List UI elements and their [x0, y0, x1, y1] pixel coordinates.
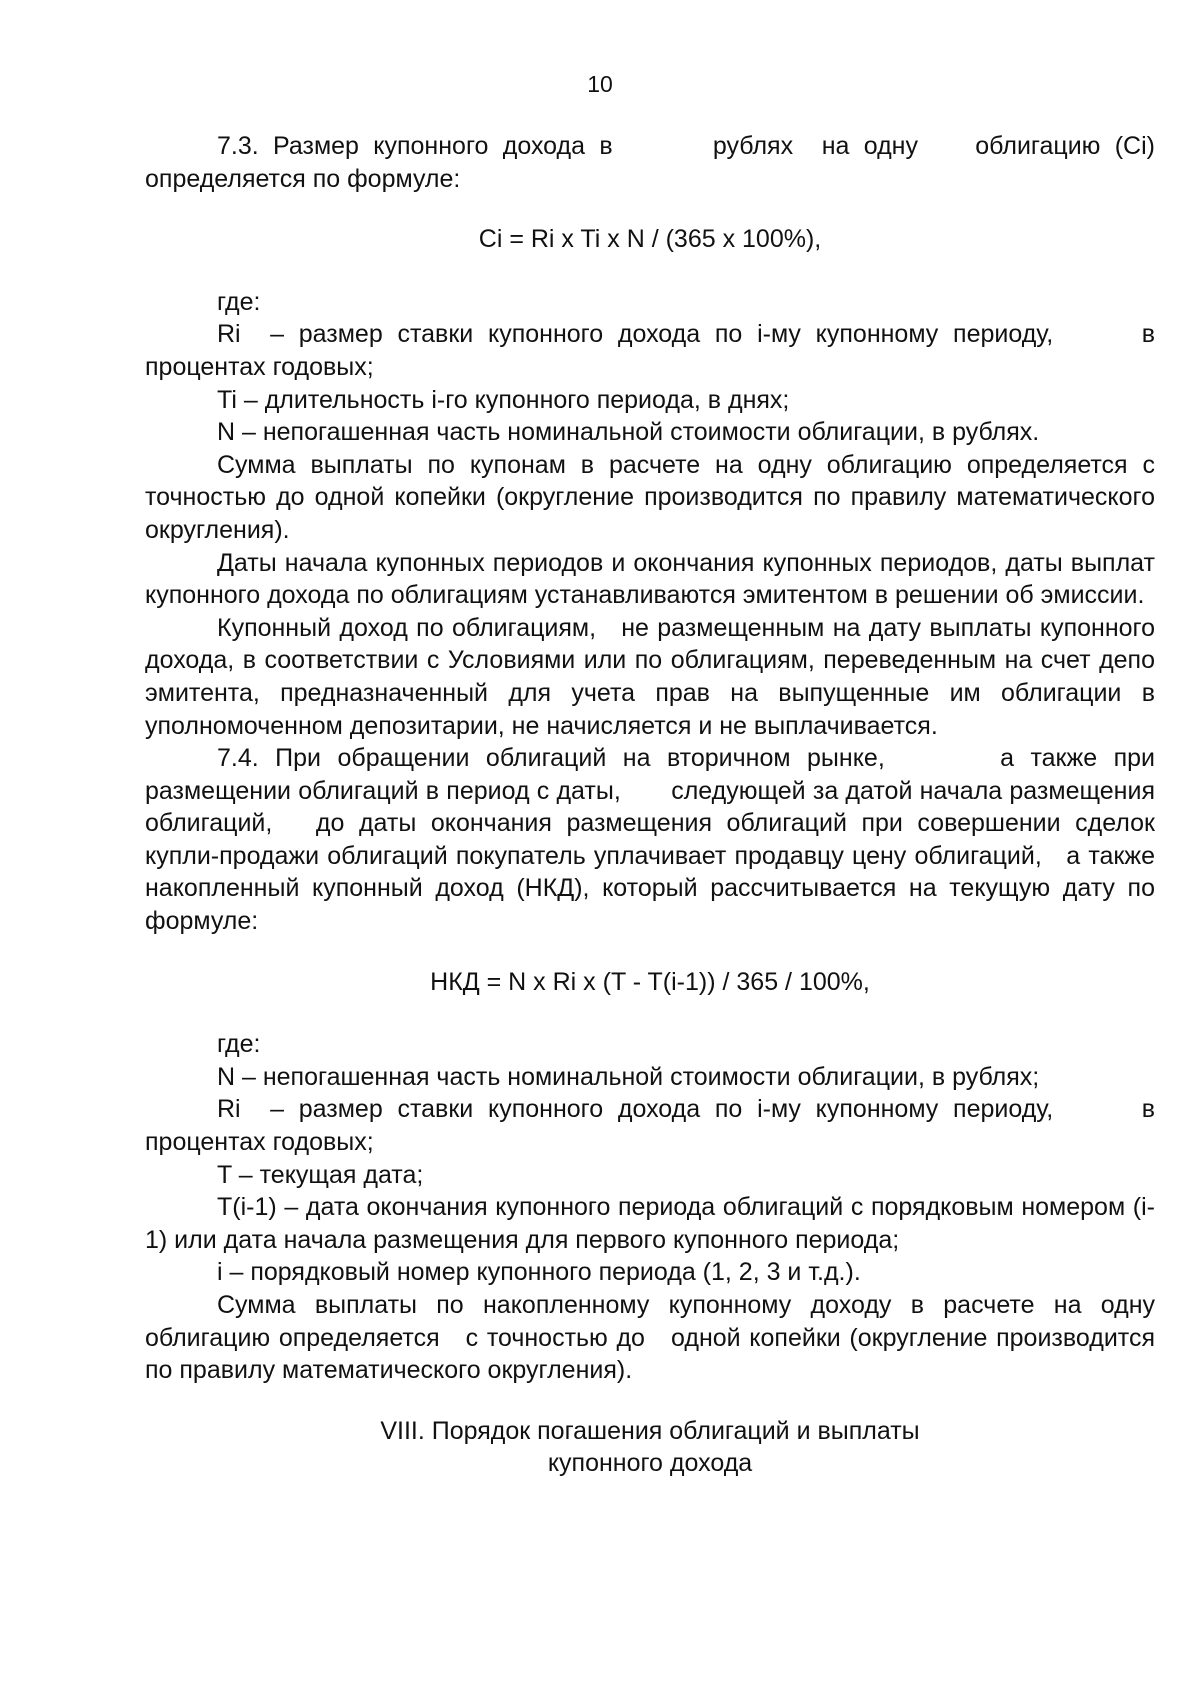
definition-ti: Ti – длительность i-го купонного периода, в днях;	[217, 385, 790, 414]
section-8-heading-line2: купонного дохода	[547, 1449, 753, 1478]
coupon-dates: Даты начала купонных периодов и окончания купонных периодов, даты выплат купонного дохода по облигациям устанавливаются эмитентом в решении об эмиссии.	[145, 548, 1155, 610]
accrued-income-formula: НКД = N x Ri x (T - T(i-1)) / 365 / 100%,	[430, 967, 870, 996]
definition-t: T – текущая дата;	[217, 1160, 424, 1189]
section-7-4-intro: 7.4. При обращении облигаций на вторичном рынке, а также при размещении облигаций в период с даты, следующей за датой начала размещения облигаций, до даты окончания размещения облигаций при совершении сделок купли-продажи облигаций покупатель уплачивает продавцу цену облигаций, а также накопленный купонный доход (НКД), который рассчитывается на текущую дату по формуле:	[145, 744, 1162, 936]
definition-i: i – порядковый номер купонного периода (1, 2, 3 и т.д.).	[217, 1258, 861, 1287]
definition-n: N – непогашенная часть номинальной стоимости облигации, в рублях.	[217, 418, 1040, 447]
document-body	[145, 130, 1162, 1480]
section-7-3-intro: 7.3. Размер купонного дохода в рублях на одну облигацию (Ci) определяется по формуле:	[145, 132, 1162, 193]
definition-ri: Ri – размер ставки купонного дохода по i-му купонному периоду, в процентах годовых;	[145, 320, 1162, 381]
where-label-2: где:	[217, 1030, 261, 1059]
definition-n-2: N – непогашенная часть номинальной стоимости облигации, в рублях;	[217, 1062, 1040, 1091]
section-8-heading-line1: VIII. Порядок погашения облигаций и выплаты	[380, 1416, 920, 1445]
coupon-not-accrued: Купонный доход по облигациям, не размещенным на дату выплаты купонного дохода, в соответствии с Условиями или по облигациям, переведенным на счет депо эмитента, предназначенный для учета прав на выпущенные им облигации в уполномоченном депозитарии, не начисляется и не выплачивается.	[145, 613, 1162, 740]
coupon-payment-sum: Сумма выплаты по купонам в расчете на одну облигацию определяется с точностью до одной копейки (округление производится по правилу математического округления).	[145, 450, 1155, 544]
definition-ri-2: Ri – размер ставки купонного дохода по i-му купонному периоду, в процентах годовых;	[145, 1095, 1162, 1157]
where-label: где:	[217, 287, 261, 316]
accrued-payment-sum: Сумма выплаты по накопленному купонному доходу в расчете на одну облигацию определяется с точностью до одной копейки (округление производится по правилу математического округления).	[145, 1291, 1162, 1385]
page-number: 10	[587, 71, 613, 97]
coupon-formula: Ci = Ri x Ti x N / (365 x 100%),	[478, 225, 822, 254]
definition-t-prev: T(i-1) – дата окончания купонного периода облигаций с порядковым номером (i-1) или дата начала размещения для первого купонного периода;	[145, 1193, 1155, 1254]
